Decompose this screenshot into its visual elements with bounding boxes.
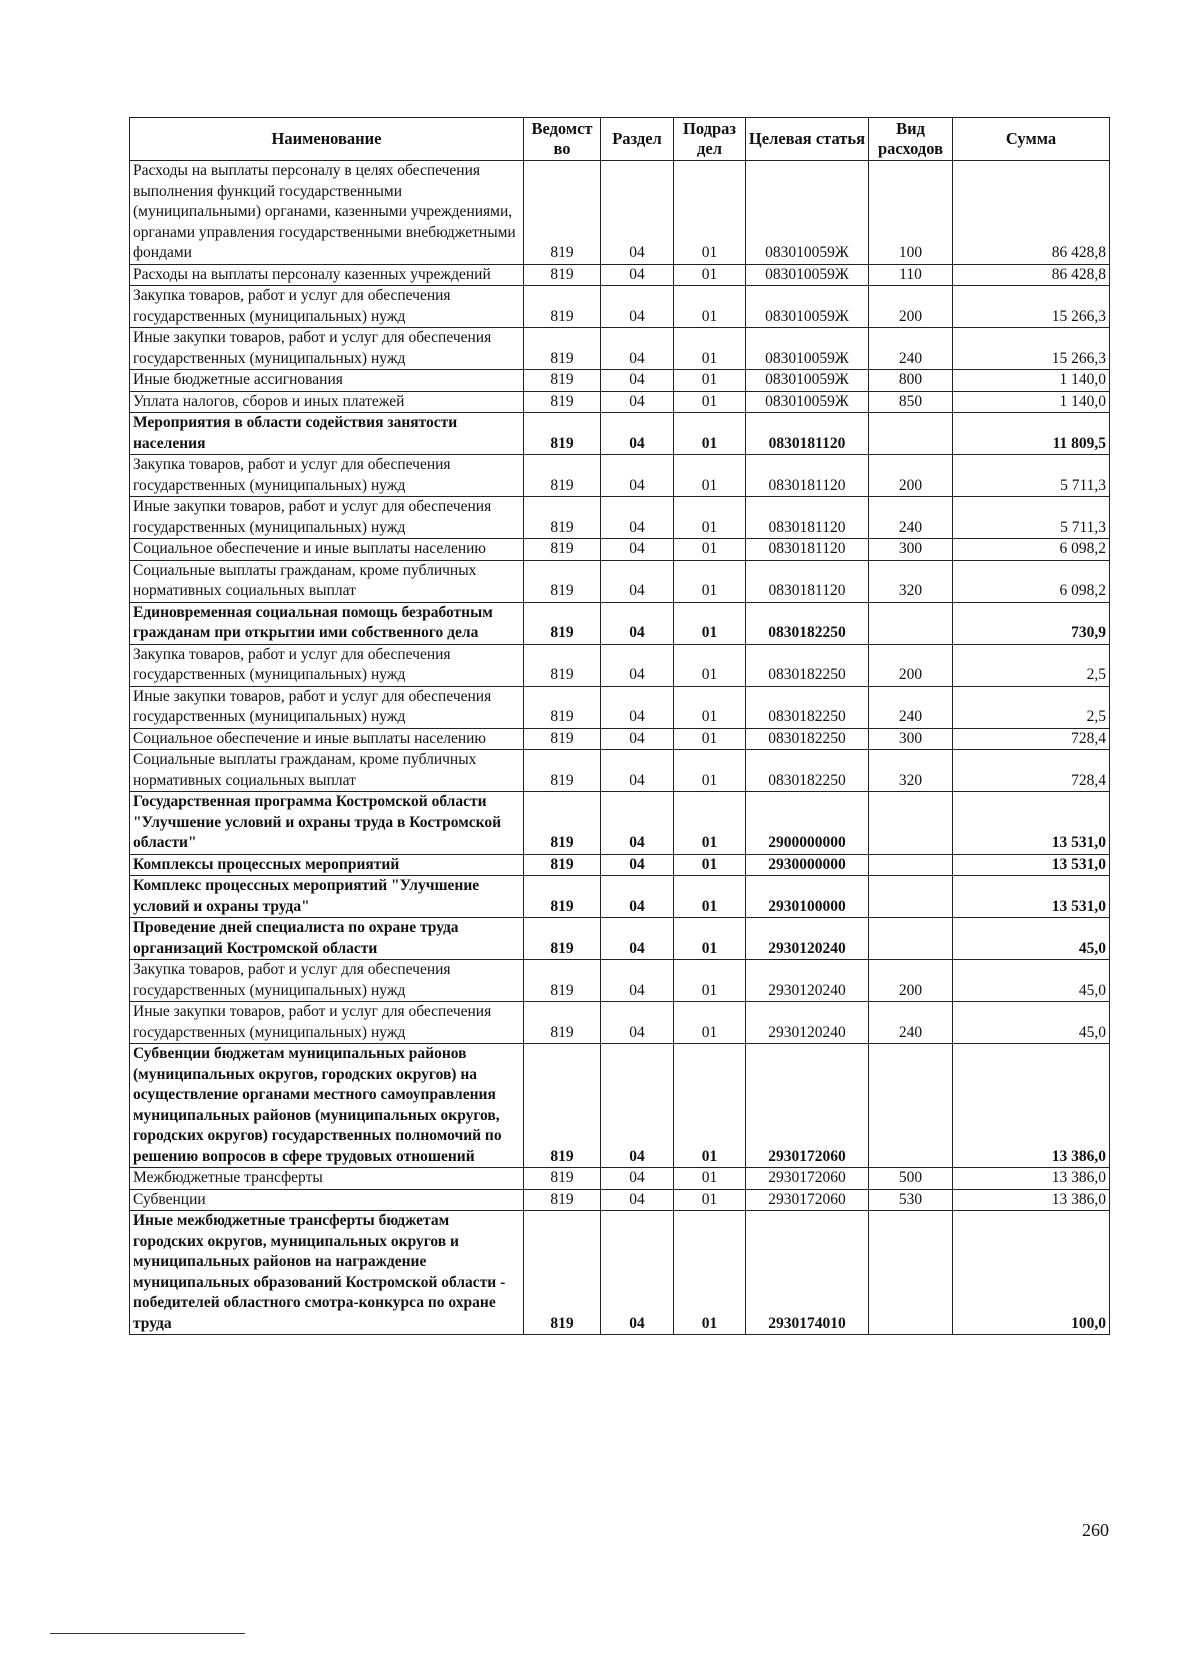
cell-section: 04: [601, 161, 674, 265]
cell-name: Иные закупки товаров, работ и услуг для обеспечения государственных (муниципальных) нужд: [130, 1002, 524, 1044]
cell-section: 04: [601, 960, 674, 1002]
cell-name: Единовременная социальная помощь безработным гражданам при открытии ими собственного дела: [130, 602, 524, 644]
cell-dept: 819: [524, 1168, 601, 1190]
cell-section: 04: [601, 497, 674, 539]
cell-subsection: 01: [674, 560, 746, 602]
cell-article: 2930100000: [746, 876, 869, 918]
cell-subsection: 01: [674, 328, 746, 370]
budget-table: [129, 117, 1110, 1335]
cell-section: 04: [601, 328, 674, 370]
cell-sum: 13 386,0: [953, 1168, 1110, 1190]
cell-name: Расходы на выплаты персоналу казенных учреждений: [130, 264, 524, 286]
cell-dept: 819: [524, 161, 601, 265]
cell-expense-type: 200: [869, 960, 953, 1002]
cell-sum: 45,0: [953, 918, 1110, 960]
cell-section: 04: [601, 1211, 674, 1335]
cell-article: 0830181120: [746, 560, 869, 602]
cell-subsection: 01: [674, 391, 746, 413]
cell-sum: 1 140,0: [953, 391, 1110, 413]
cell-article: 0830182250: [746, 728, 869, 750]
cell-section: 04: [601, 792, 674, 855]
cell-article: 2930172060: [746, 1189, 869, 1211]
cell-expense-type: 320: [869, 560, 953, 602]
cell-expense-type: [869, 918, 953, 960]
cell-sum: 5 711,3: [953, 455, 1110, 497]
table-row: [130, 328, 1110, 370]
cell-expense-type: 110: [869, 264, 953, 286]
cell-section: 04: [601, 286, 674, 328]
cell-article: 083010059Ж: [746, 286, 869, 328]
cell-dept: 819: [524, 1044, 601, 1168]
cell-dept: 819: [524, 750, 601, 792]
cell-name: Иные закупки товаров, работ и услуг для обеспечения государственных (муниципальных) нужд: [130, 328, 524, 370]
cell-expense-type: 200: [869, 286, 953, 328]
page-number: 260: [1082, 1520, 1109, 1540]
cell-name: Субвенции: [130, 1189, 524, 1211]
footnote-rule: [50, 1633, 245, 1634]
cell-subsection: 01: [674, 686, 746, 728]
table-row: [130, 1002, 1110, 1044]
cell-sum: 86 428,8: [953, 161, 1110, 265]
cell-subsection: 01: [674, 1002, 746, 1044]
cell-name: Иные бюджетные ассигнования: [130, 370, 524, 392]
cell-dept: 819: [524, 286, 601, 328]
cell-subsection: 01: [674, 161, 746, 265]
cell-expense-type: 200: [869, 455, 953, 497]
cell-sum: 13 531,0: [953, 876, 1110, 918]
cell-article: 0830182250: [746, 602, 869, 644]
cell-dept: 819: [524, 455, 601, 497]
cell-article: 083010059Ж: [746, 391, 869, 413]
cell-dept: 819: [524, 560, 601, 602]
cell-article: 2930174010: [746, 1211, 869, 1335]
cell-subsection: 01: [674, 264, 746, 286]
cell-sum: 86 428,8: [953, 264, 1110, 286]
cell-name: Социальные выплаты гражданам, кроме публичных нормативных социальных выплат: [130, 750, 524, 792]
cell-sum: 13 386,0: [953, 1189, 1110, 1211]
cell-section: 04: [601, 264, 674, 286]
cell-subsection: 01: [674, 728, 746, 750]
cell-section: 04: [601, 1002, 674, 1044]
cell-sum: 2,5: [953, 686, 1110, 728]
table-row: [130, 854, 1110, 876]
cell-sum: 45,0: [953, 1002, 1110, 1044]
table-row: [130, 1211, 1110, 1335]
cell-dept: 819: [524, 1189, 601, 1211]
cell-subsection: 01: [674, 960, 746, 1002]
cell-subsection: 01: [674, 602, 746, 644]
cell-name: Закупка товаров, работ и услуг для обеспечения государственных (муниципальных) нужд: [130, 286, 524, 328]
cell-section: 04: [601, 1044, 674, 1168]
cell-article: 2930000000: [746, 854, 869, 876]
table-row: [130, 792, 1110, 855]
header-expense-type: Вид расходов: [869, 118, 953, 161]
cell-expense-type: 800: [869, 370, 953, 392]
cell-expense-type: [869, 1211, 953, 1335]
table-row: [130, 539, 1110, 561]
cell-section: 04: [601, 539, 674, 561]
cell-expense-type: 320: [869, 750, 953, 792]
cell-subsection: 01: [674, 876, 746, 918]
header-section: Раздел: [601, 118, 674, 161]
cell-article: 2900000000: [746, 792, 869, 855]
table-row: [130, 728, 1110, 750]
cell-subsection: 01: [674, 455, 746, 497]
cell-dept: 819: [524, 391, 601, 413]
table-row: [130, 602, 1110, 644]
cell-name: Уплата налогов, сборов и иных платежей: [130, 391, 524, 413]
table-row: [130, 918, 1110, 960]
cell-expense-type: 240: [869, 497, 953, 539]
header-row: [130, 118, 1110, 161]
cell-subsection: 01: [674, 1044, 746, 1168]
cell-subsection: 01: [674, 792, 746, 855]
cell-dept: 819: [524, 918, 601, 960]
cell-article: 083010059Ж: [746, 264, 869, 286]
cell-article: 2930120240: [746, 918, 869, 960]
cell-article: 2930172060: [746, 1044, 869, 1168]
cell-article: 0830181120: [746, 413, 869, 455]
cell-name: Межбюджетные трансферты: [130, 1168, 524, 1190]
cell-dept: 819: [524, 328, 601, 370]
cell-expense-type: 300: [869, 539, 953, 561]
cell-dept: 819: [524, 644, 601, 686]
cell-name: Социальное обеспечение и иные выплаты населению: [130, 539, 524, 561]
header-sum: Сумма: [953, 118, 1110, 161]
cell-dept: 819: [524, 539, 601, 561]
cell-section: 04: [601, 455, 674, 497]
table-row: [130, 1189, 1110, 1211]
cell-expense-type: [869, 792, 953, 855]
table-row: [130, 1044, 1110, 1168]
cell-expense-type: [869, 413, 953, 455]
cell-section: 04: [601, 391, 674, 413]
cell-article: 0830181120: [746, 539, 869, 561]
cell-section: 04: [601, 644, 674, 686]
cell-dept: 819: [524, 602, 601, 644]
cell-article: 0830182250: [746, 686, 869, 728]
cell-section: 04: [601, 686, 674, 728]
cell-sum: 45,0: [953, 960, 1110, 1002]
cell-dept: 819: [524, 1211, 601, 1335]
cell-name: Иные межбюджетные трансферты бюджетам городских округов, муниципальных округов и муниципальных районов на награждение муниципальных образований Костромской области - победителей областного смотра-конкурса по охране труда: [130, 1211, 524, 1335]
cell-expense-type: [869, 854, 953, 876]
cell-section: 04: [601, 1189, 674, 1211]
cell-article: 2930120240: [746, 960, 869, 1002]
header-name: Наименование: [130, 118, 524, 161]
cell-name: Социальное обеспечение и иные выплаты населению: [130, 728, 524, 750]
table-row: [130, 960, 1110, 1002]
cell-expense-type: 200: [869, 644, 953, 686]
cell-name: Расходы на выплаты персоналу в целях обеспечения выполнения функций государственными (муниципальными) органами, казенными учреждениями, органами управления государственными внебюджетными фондами: [130, 161, 524, 265]
cell-dept: 819: [524, 728, 601, 750]
cell-expense-type: 300: [869, 728, 953, 750]
cell-dept: 819: [524, 413, 601, 455]
table-header: [130, 118, 1110, 161]
cell-dept: 819: [524, 497, 601, 539]
cell-article: 0830181120: [746, 455, 869, 497]
cell-section: 04: [601, 370, 674, 392]
cell-sum: 15 266,3: [953, 286, 1110, 328]
cell-dept: 819: [524, 264, 601, 286]
header-subsection: Подраз дел: [674, 118, 746, 161]
cell-name: Комплексы процессных мероприятий: [130, 854, 524, 876]
cell-subsection: 01: [674, 497, 746, 539]
cell-section: 04: [601, 413, 674, 455]
table-row: [130, 644, 1110, 686]
cell-dept: 819: [524, 792, 601, 855]
cell-name: Закупка товаров, работ и услуг для обеспечения государственных (муниципальных) нужд: [130, 960, 524, 1002]
cell-section: 04: [601, 602, 674, 644]
cell-article: 083010059Ж: [746, 161, 869, 265]
cell-name: Субвенции бюджетам муниципальных районов (муниципальных округов, городских округов) на осуществление органами местного самоуправления муниципальных районов (муниципальных округов, городских округов) государственных полномочий по решению вопросов в сфере трудовых отношений: [130, 1044, 524, 1168]
table-body: [130, 161, 1110, 1335]
cell-subsection: 01: [674, 854, 746, 876]
cell-section: 04: [601, 728, 674, 750]
cell-section: 04: [601, 854, 674, 876]
table-row: [130, 413, 1110, 455]
cell-name: Иные закупки товаров, работ и услуг для обеспечения государственных (муниципальных) нужд: [130, 686, 524, 728]
cell-subsection: 01: [674, 750, 746, 792]
cell-sum: 728,4: [953, 728, 1110, 750]
cell-dept: 819: [524, 370, 601, 392]
cell-name: Мероприятия в области содействия занятости населения: [130, 413, 524, 455]
cell-sum: 1 140,0: [953, 370, 1110, 392]
table-row: [130, 560, 1110, 602]
cell-sum: 100,0: [953, 1211, 1110, 1335]
cell-expense-type: [869, 1044, 953, 1168]
cell-expense-type: 500: [869, 1168, 953, 1190]
cell-sum: 730,9: [953, 602, 1110, 644]
cell-subsection: 01: [674, 644, 746, 686]
cell-sum: 728,4: [953, 750, 1110, 792]
table-row: [130, 391, 1110, 413]
cell-dept: 819: [524, 854, 601, 876]
cell-name: Государственная программа Костромской области "Улучшение условий и охраны труда в Костромской области": [130, 792, 524, 855]
cell-dept: 819: [524, 876, 601, 918]
table-row: [130, 1168, 1110, 1190]
cell-article: 083010059Ж: [746, 328, 869, 370]
header-dept: Ведомст во: [524, 118, 601, 161]
cell-expense-type: 240: [869, 1002, 953, 1044]
cell-dept: 819: [524, 960, 601, 1002]
table-row: [130, 455, 1110, 497]
cell-expense-type: [869, 602, 953, 644]
cell-expense-type: 530: [869, 1189, 953, 1211]
cell-dept: 819: [524, 1002, 601, 1044]
cell-expense-type: 100: [869, 161, 953, 265]
cell-expense-type: 240: [869, 686, 953, 728]
cell-article: 2930120240: [746, 1002, 869, 1044]
cell-article: 0830182250: [746, 644, 869, 686]
cell-sum: 5 711,3: [953, 497, 1110, 539]
table-row: [130, 876, 1110, 918]
cell-subsection: 01: [674, 1211, 746, 1335]
cell-expense-type: 850: [869, 391, 953, 413]
cell-name: Закупка товаров, работ и услуг для обеспечения государственных (муниципальных) нужд: [130, 644, 524, 686]
cell-article: 083010059Ж: [746, 370, 869, 392]
cell-subsection: 01: [674, 918, 746, 960]
cell-expense-type: [869, 876, 953, 918]
cell-name: Комплекс процессных мероприятий "Улучшение условий и охраны труда": [130, 876, 524, 918]
cell-expense-type: 240: [869, 328, 953, 370]
cell-sum: 13 386,0: [953, 1044, 1110, 1168]
cell-subsection: 01: [674, 286, 746, 328]
table-row: [130, 370, 1110, 392]
header-article: Целевая статья: [746, 118, 869, 161]
table-row: [130, 750, 1110, 792]
cell-section: 04: [601, 560, 674, 602]
cell-dept: 819: [524, 686, 601, 728]
table-row: [130, 264, 1110, 286]
cell-section: 04: [601, 750, 674, 792]
cell-subsection: 01: [674, 413, 746, 455]
cell-sum: 13 531,0: [953, 792, 1110, 855]
cell-subsection: 01: [674, 1189, 746, 1211]
cell-subsection: 01: [674, 1168, 746, 1190]
cell-subsection: 01: [674, 370, 746, 392]
cell-section: 04: [601, 918, 674, 960]
cell-name: Проведение дней специалиста по охране труда организаций Костромской области: [130, 918, 524, 960]
cell-sum: 6 098,2: [953, 560, 1110, 602]
cell-article: 0830181120: [746, 497, 869, 539]
cell-sum: 6 098,2: [953, 539, 1110, 561]
cell-name: Закупка товаров, работ и услуг для обеспечения государственных (муниципальных) нужд: [130, 455, 524, 497]
cell-article: 2930172060: [746, 1168, 869, 1190]
cell-section: 04: [601, 876, 674, 918]
cell-sum: 13 531,0: [953, 854, 1110, 876]
cell-article: 0830182250: [746, 750, 869, 792]
cell-name: Социальные выплаты гражданам, кроме публичных нормативных социальных выплат: [130, 560, 524, 602]
cell-sum: 2,5: [953, 644, 1110, 686]
table-row: [130, 161, 1110, 265]
table-row: [130, 286, 1110, 328]
table-row: [130, 686, 1110, 728]
table-row: [130, 497, 1110, 539]
cell-sum: 15 266,3: [953, 328, 1110, 370]
cell-name: Иные закупки товаров, работ и услуг для обеспечения государственных (муниципальных) нужд: [130, 497, 524, 539]
cell-subsection: 01: [674, 539, 746, 561]
cell-sum: 11 809,5: [953, 413, 1110, 455]
cell-section: 04: [601, 1168, 674, 1190]
